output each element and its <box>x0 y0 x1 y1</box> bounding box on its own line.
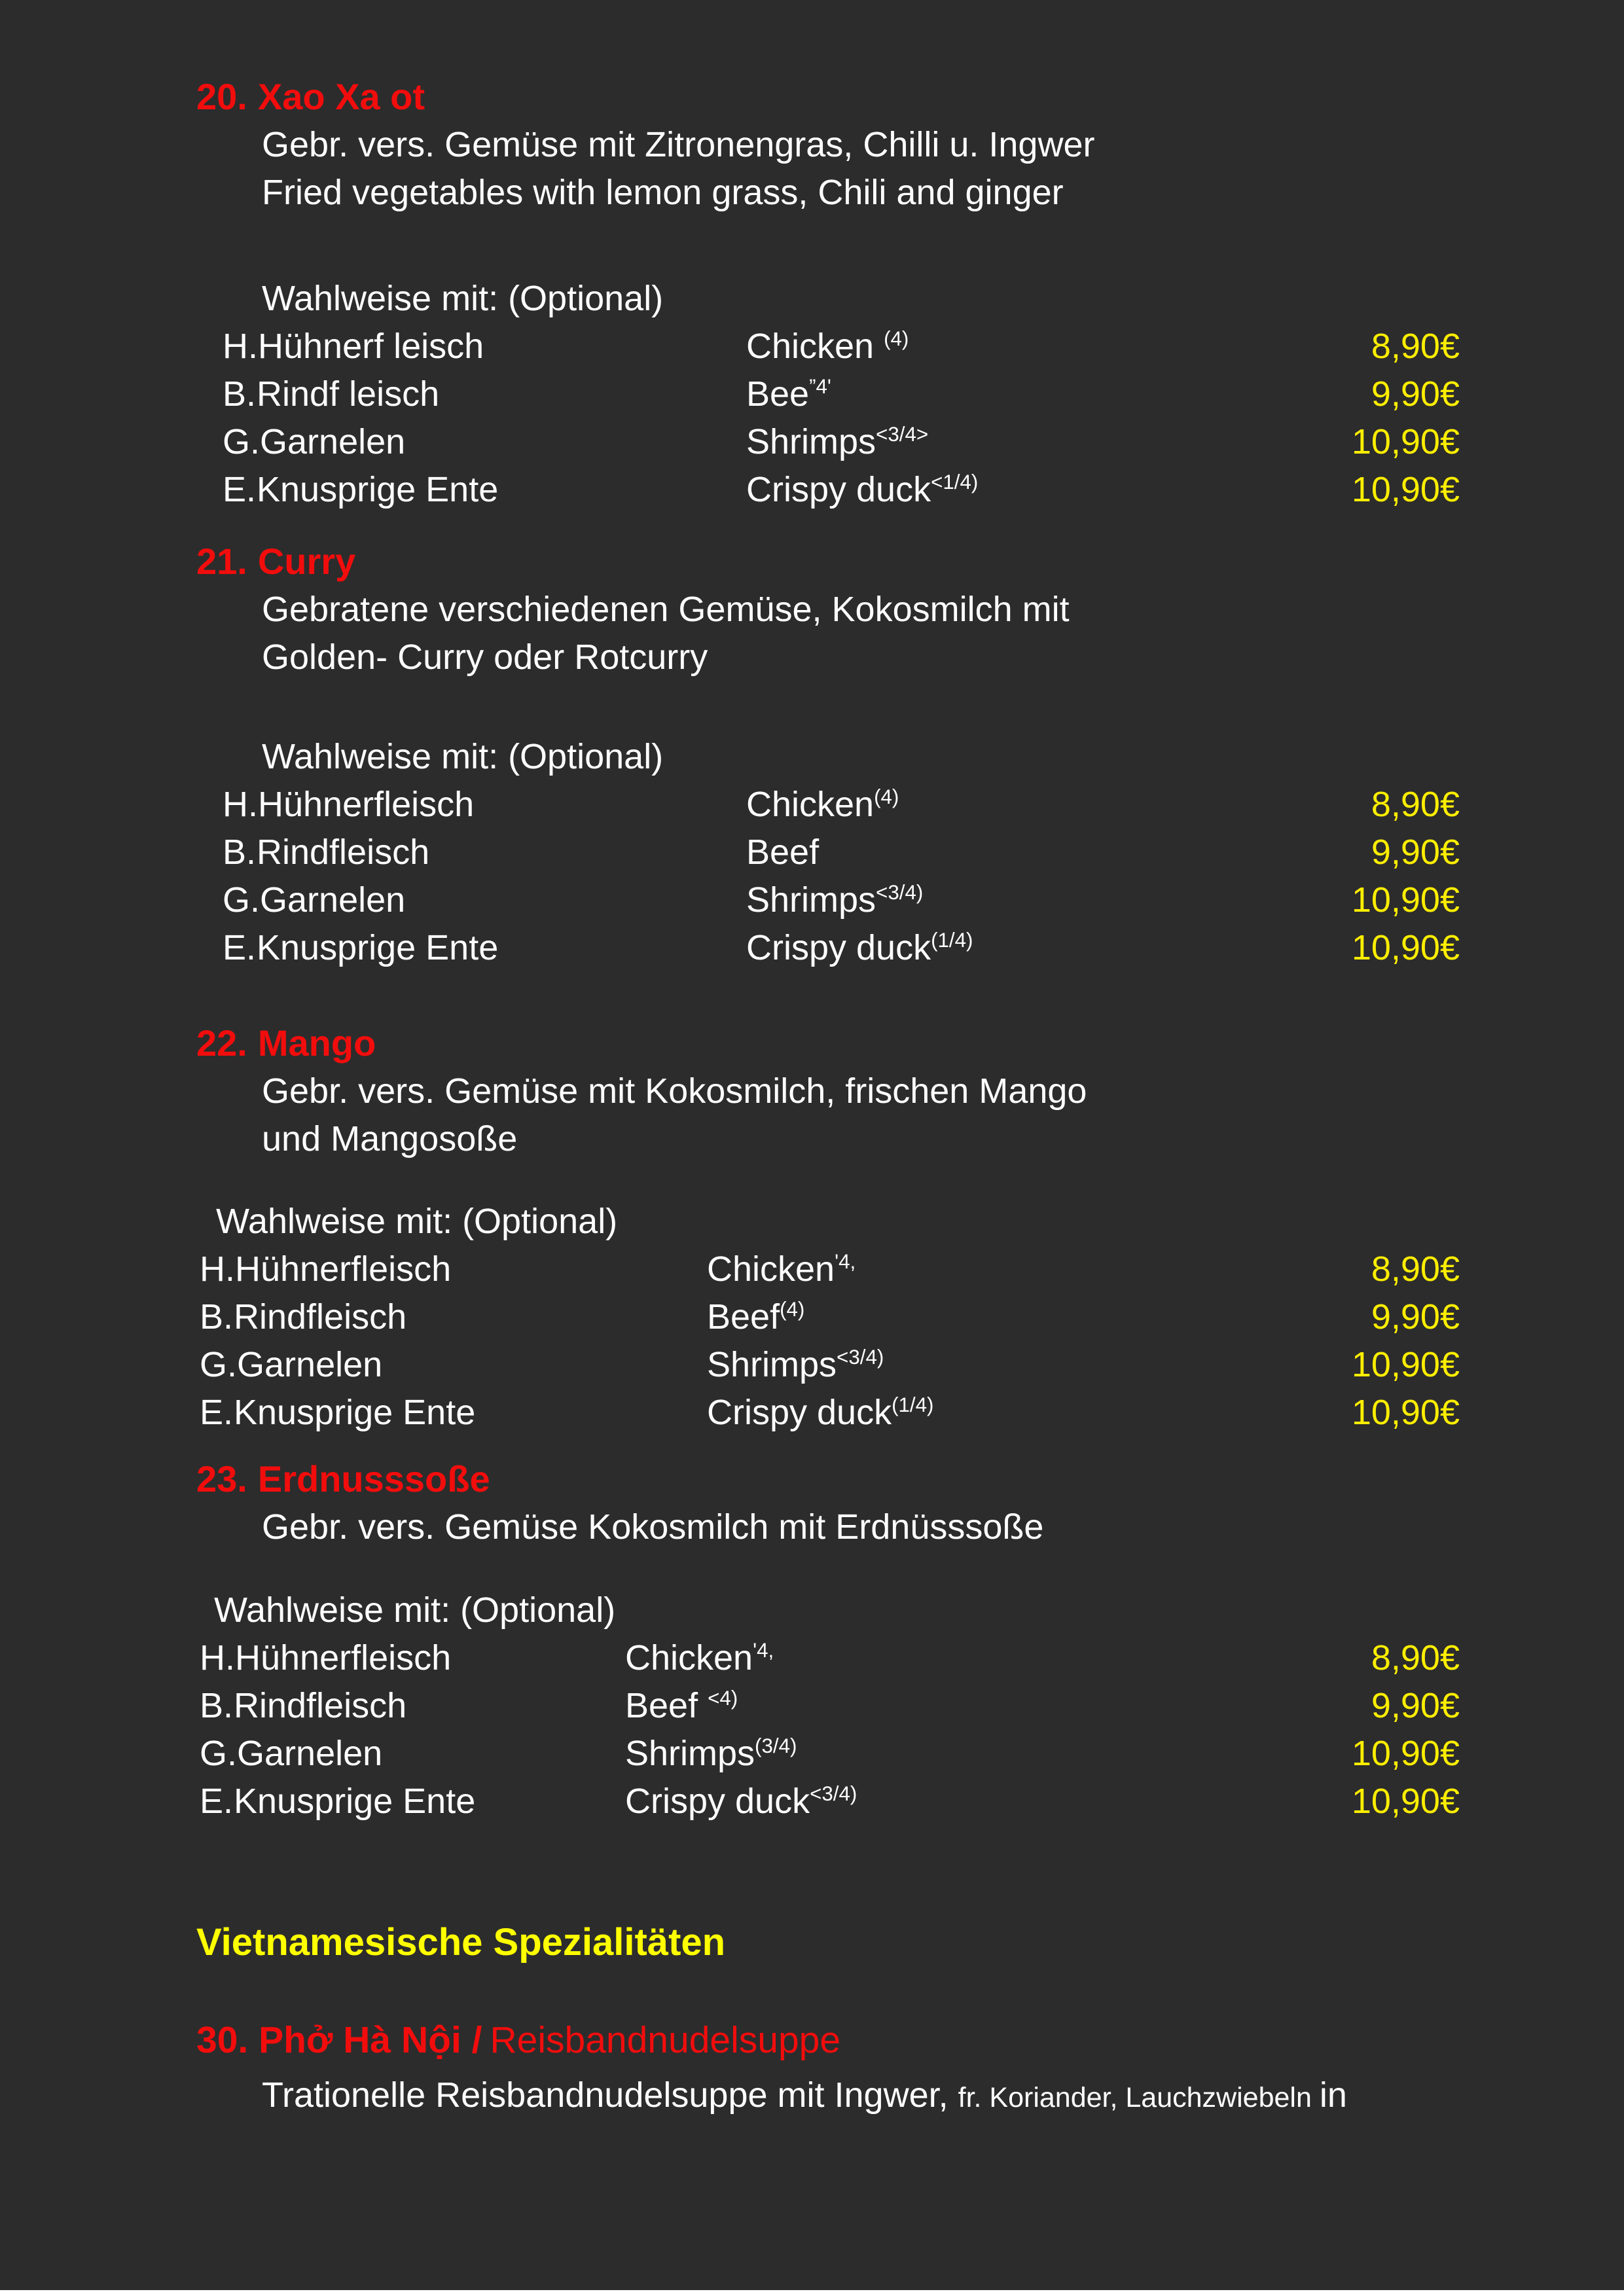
option-price: 8,90€ <box>1371 1249 1460 1289</box>
option-name-german: Garnelen <box>260 422 406 461</box>
option-name-german: Hühnerf leisch <box>258 327 484 366</box>
option-name-english: Bee <box>746 374 810 414</box>
menu-section-20 <box>196 72 1460 514</box>
option-name-english: Crispy duck <box>707 1393 892 1432</box>
special-dish-number-name: 30. Phở Hà Nội / <box>196 2019 482 2061</box>
allergen-superscript: (4) <box>884 327 909 350</box>
option-name-german: Garnelen <box>260 880 406 920</box>
option-name-german: Knusprige Ente <box>234 1782 476 1821</box>
allergen-superscript: <3/4) <box>876 881 924 904</box>
option-letter: H. <box>200 1249 235 1289</box>
option-name-english: Beef <box>746 833 820 872</box>
option-letter: E. <box>200 1393 234 1432</box>
option-name-german: Knusprige Ente <box>257 470 499 509</box>
option-price: 8,90€ <box>1371 1638 1460 1677</box>
dish-number: 20. <box>196 76 247 117</box>
optional-label: Wahlweise mit: (Optional) <box>214 1590 616 1630</box>
option-price: 10,90€ <box>1351 1393 1460 1432</box>
allergen-superscript: (1/4) <box>931 929 973 952</box>
dish-description-line1: Gebratene verschiedenen Gemüse, Kokosmilch mit <box>262 590 1070 629</box>
allergen-superscript: <3/4) <box>810 1782 857 1805</box>
option-letter: G. <box>200 1345 238 1384</box>
option-name-german: Knusprige Ente <box>257 928 499 967</box>
dish-description-line1: Gebr. vers. Gemüse Kokosmilch mit Erdnüsssoße <box>262 1507 1044 1547</box>
option-name-english: Crispy duck <box>746 470 931 509</box>
menu-section-22 <box>196 1018 1460 1437</box>
option-price: 9,90€ <box>1371 1686 1460 1725</box>
option-name-english: Shrimps <box>746 880 876 920</box>
optional-label: Wahlweise mit: (Optional) <box>262 737 664 776</box>
option-name-german: Rindfleisch <box>234 1686 407 1725</box>
option-price: 9,90€ <box>1371 1297 1460 1336</box>
dish-title: Curry <box>257 541 356 582</box>
option-row <box>200 1682 1460 1730</box>
optional-label: Wahlweise mit: (Optional) <box>262 279 664 318</box>
option-letter: H. <box>223 785 258 824</box>
option-letter: G. <box>223 880 261 920</box>
option-name-german: Rindfleisch <box>257 833 430 872</box>
option-row <box>223 829 1460 876</box>
option-price: 8,90€ <box>1371 785 1460 824</box>
option-letter: E. <box>223 928 257 967</box>
option-row <box>200 1293 1460 1341</box>
option-name-german: Garnelen <box>237 1734 383 1773</box>
option-name-german: Rindf leisch <box>257 374 440 414</box>
option-name-german: Rindfleisch <box>234 1297 407 1336</box>
option-name-english: Chicken <box>746 785 875 824</box>
menu-content <box>196 0 1460 2296</box>
dish-number: 23. <box>196 1458 247 1499</box>
dish-title: Xao Xa ot <box>257 76 425 117</box>
option-row <box>200 1778 1460 1825</box>
allergen-superscript: '4, <box>835 1250 856 1273</box>
option-name-english: Beef <box>707 1297 780 1336</box>
special-item-heading <box>196 2016 1460 2065</box>
option-name-english: Beef <box>625 1686 708 1725</box>
option-letter: B. <box>223 374 257 414</box>
specials-heading: Vietnamesische Spezialitäten <box>196 1921 726 1964</box>
special-dish-name-german: Reisbandnudelsuppe <box>490 2019 841 2061</box>
option-name-german: Knusprige Ente <box>234 1393 476 1432</box>
allergen-superscript: (4) <box>874 785 899 808</box>
option-name-german: Hühnerfleisch <box>235 1249 452 1289</box>
option-row <box>200 1341 1460 1389</box>
option-row <box>200 1389 1460 1437</box>
option-letter: H. <box>223 327 258 366</box>
option-letter: B. <box>200 1686 234 1725</box>
special-dish-description <box>262 2072 1460 2122</box>
option-name-german: Hühnerfleisch <box>235 1638 452 1677</box>
option-price: 10,90€ <box>1351 470 1460 509</box>
option-letter: B. <box>223 833 257 872</box>
option-price: 10,90€ <box>1351 1782 1460 1821</box>
special-desc-detail: fr. Koriander, Lauchzwiebeln <box>958 2082 1320 2113</box>
option-price: 9,90€ <box>1371 374 1460 414</box>
dish-number: 22. <box>196 1022 247 1064</box>
specials-section <box>196 1918 1460 2122</box>
option-letter: E. <box>223 470 257 509</box>
option-letter: G. <box>200 1734 238 1773</box>
option-name-english: Chicken <box>707 1249 835 1289</box>
option-name-english: Shrimps <box>746 422 876 461</box>
section-heading <box>196 1454 1460 1503</box>
option-price: 10,90€ <box>1351 880 1460 920</box>
option-name-english: Crispy duck <box>746 928 931 967</box>
menu-section-21 <box>196 537 1460 972</box>
option-letter: G. <box>223 422 261 461</box>
option-name-english: Shrimps <box>707 1345 837 1384</box>
option-name-english: Chicken <box>746 327 884 366</box>
dish-title: Mango <box>257 1022 376 1064</box>
option-row <box>223 924 1460 972</box>
allergen-superscript: (4) <box>780 1298 805 1321</box>
option-name-german: Hühnerfleisch <box>258 785 475 824</box>
section-heading <box>196 537 1460 586</box>
option-price: 8,90€ <box>1371 327 1460 366</box>
option-name-english: Shrimps <box>625 1734 755 1773</box>
dish-description-line2: Golden- Curry oder Rotcurry <box>262 637 708 677</box>
option-price: 9,90€ <box>1371 833 1460 872</box>
option-name-english: Crispy duck <box>625 1782 810 1821</box>
option-letter: E. <box>200 1782 234 1821</box>
section-heading <box>196 1018 1460 1067</box>
option-letter: H. <box>200 1638 235 1677</box>
allergen-superscript: <3/4> <box>876 423 929 446</box>
option-row <box>223 323 1460 370</box>
option-name-english: Chicken <box>625 1638 753 1677</box>
option-price: 10,90€ <box>1351 1345 1460 1384</box>
option-row <box>200 1730 1460 1778</box>
dish-description-line1: Gebr. vers. Gemüse mit Kokosmilch, frischen Mango <box>262 1071 1087 1111</box>
allergen-superscript: ”4' <box>809 375 831 398</box>
option-price: 10,90€ <box>1351 1734 1460 1773</box>
allergen-superscript: (1/4) <box>892 1393 934 1416</box>
option-row <box>223 876 1460 924</box>
optional-label: Wahlweise mit: (Optional) <box>216 1202 618 1241</box>
option-price: 10,90€ <box>1351 422 1460 461</box>
allergen-superscript: <3/4) <box>837 1346 884 1369</box>
menu-section-23 <box>196 1454 1460 1825</box>
option-row <box>200 1634 1460 1682</box>
dish-description-line2: und Mangosoße <box>262 1119 518 1158</box>
section-heading <box>196 72 1460 121</box>
special-desc-main: Trationelle Reisbandnudelsuppe mit Ingwer, <box>262 2075 958 2115</box>
option-price: 10,90€ <box>1351 928 1460 967</box>
allergen-superscript: '4, <box>753 1639 774 1662</box>
dish-title: Erdnusssoße <box>257 1458 490 1499</box>
special-desc-tail: in <box>1319 2075 1347 2115</box>
dish-description-german: Gebr. vers. Gemüse mit Zitronengras, Chilli u. Ingwer <box>262 125 1095 164</box>
allergen-superscript: (3/4) <box>755 1734 797 1757</box>
option-name-german: Garnelen <box>237 1345 383 1384</box>
option-row <box>223 370 1460 418</box>
allergen-superscript: <4) <box>708 1687 738 1710</box>
dish-number: 21. <box>196 541 247 582</box>
allergen-superscript: <1/4) <box>931 471 979 493</box>
option-row <box>223 418 1460 466</box>
page-bottom-strip <box>0 2290 1624 2296</box>
option-letter: B. <box>200 1297 234 1336</box>
option-row <box>200 1246 1460 1293</box>
dish-description-english: Fried vegetables with lemon grass, Chili and ginger <box>262 173 1064 212</box>
option-row <box>223 781 1460 829</box>
option-row <box>223 466 1460 514</box>
